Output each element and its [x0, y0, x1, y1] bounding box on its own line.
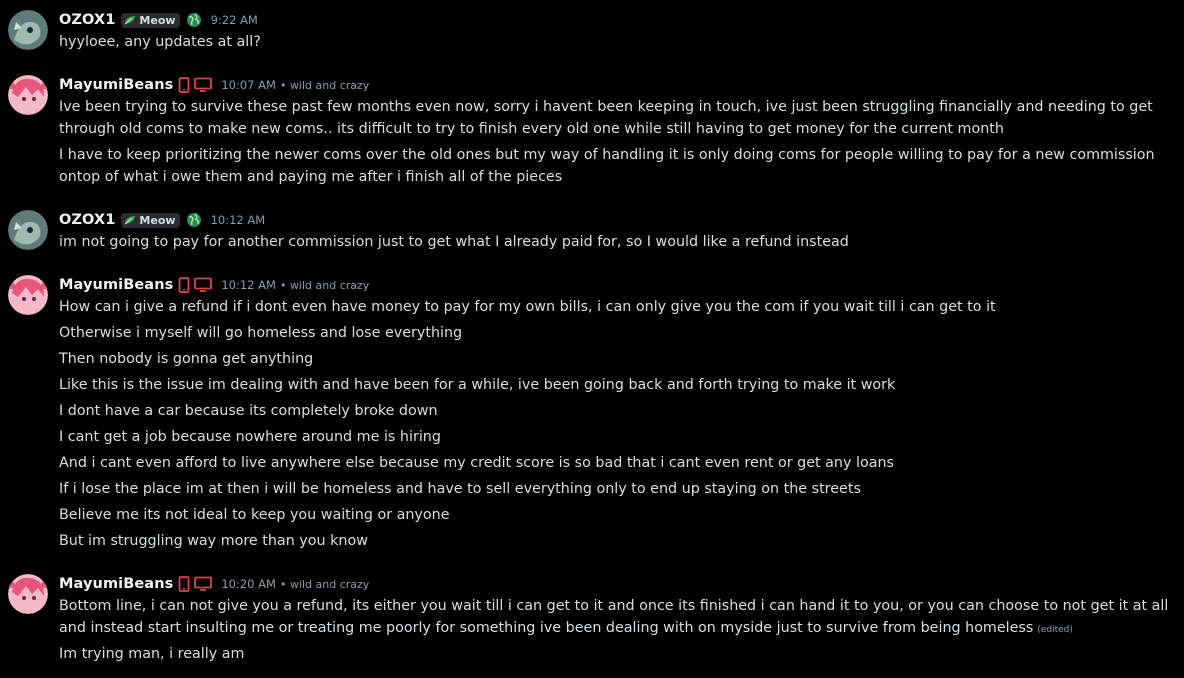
timestamp[interactable]: 10:07 AM: [221, 78, 276, 92]
custom-status: • wild and crazy: [279, 78, 370, 92]
timestamp[interactable]: 10:20 AM: [221, 577, 276, 591]
globe-icon[interactable]: [186, 12, 202, 28]
message-text: How can i give a refund if i dont even have money to pay for my own bills, i can only give you the com if you wait till i can get to it: [59, 299, 996, 315]
message-text: If i lose the place im at then i will be homeless and have to sell everything only to end up staying on the streets: [59, 481, 861, 497]
message-text: I dont have a car because its completely broke down: [59, 403, 438, 419]
username[interactable]: MayumiBeans: [59, 576, 174, 592]
mobile-phone-icon: [178, 77, 190, 93]
message-text: [59, 595, 1169, 641]
message-text: And i cant even afford to live anywhere else because my credit score is so bad that i cant even rent or get any loans: [59, 455, 894, 471]
username[interactable]: OZOX1: [59, 212, 116, 228]
message-header: [59, 210, 265, 230]
mobile-phone-icon: [178, 277, 190, 293]
message-text: I have to keep prioritizing the newer coms over the old ones but my way of handling it is only doing coms for people willing to pay for a new commission ontop of what i owe them and paying me after i finish all of the pieces: [59, 147, 1155, 185]
message-text: I cant get a job because nowhere around me is hiring: [59, 429, 441, 445]
message-text: But im struggling way more than you know: [59, 533, 368, 549]
avatar[interactable]: [8, 574, 48, 614]
message-header: [59, 574, 369, 594]
username[interactable]: MayumiBeans: [59, 77, 174, 93]
custom-status: • wild and crazy: [279, 577, 370, 591]
timestamp[interactable]: 9:22 AM: [210, 13, 258, 27]
globe-icon[interactable]: [186, 212, 202, 228]
server-tag-label: Meow: [139, 213, 176, 227]
username[interactable]: OZOX1: [59, 12, 116, 28]
edited-label: (edited): [1037, 625, 1073, 635]
message-header: [59, 275, 369, 295]
server-tag[interactable]: [121, 13, 179, 28]
server-tag[interactable]: [121, 213, 179, 228]
timestamp[interactable]: 10:12 AM: [210, 213, 266, 227]
message-text: Otherwise i myself will go homeless and lose everything: [59, 325, 463, 341]
avatar[interactable]: [8, 75, 48, 115]
desktop-monitor-icon: [194, 277, 212, 293]
leaf-icon: [124, 215, 136, 225]
desktop-monitor-icon: [194, 576, 212, 592]
timestamp[interactable]: 10:12 AM: [221, 278, 276, 292]
message-text: Believe me its not ideal to keep you waiting or anyone: [59, 507, 450, 523]
message-text: Like this is the issue im dealing with and have been for a while, ive been going back and forth trying to make it work: [59, 377, 896, 393]
server-tag-label: Meow: [139, 13, 176, 27]
message-text: im not going to pay for another commission just to get what I already paid for, so I would like a refund instead: [59, 234, 849, 250]
message-text: Im trying man, i really am: [59, 646, 245, 662]
message-header: [59, 75, 369, 95]
leaf-icon: [124, 15, 136, 25]
message-text: Then nobody is gonna get anything: [59, 351, 314, 367]
message-text: hyyloee, any updates at all?: [59, 34, 261, 50]
avatar[interactable]: [8, 275, 48, 315]
message-header: [59, 10, 258, 30]
custom-status: • wild and crazy: [279, 278, 370, 292]
mobile-phone-icon: [178, 576, 190, 592]
avatar[interactable]: [8, 210, 48, 250]
desktop-monitor-icon: [194, 77, 212, 93]
message-text-content: Bottom line, i can not give you a refund, its either you wait till i can get to it and once its finished i can hand it to you, or you can choose to not get it at all and instead start insulting me or treating me poorly for something ive been dealing with on myside just to survive from being homeless: [59, 598, 1169, 636]
message-text: Ive been trying to survive these past few months even now, sorry i havent been keeping in touch, ive just been struggling financially and needing to get through old coms to make new coms.. its difficult to try to finish every old one while still having to get money for the current month: [59, 99, 1153, 137]
avatar[interactable]: [8, 10, 48, 50]
username[interactable]: MayumiBeans: [59, 277, 174, 293]
